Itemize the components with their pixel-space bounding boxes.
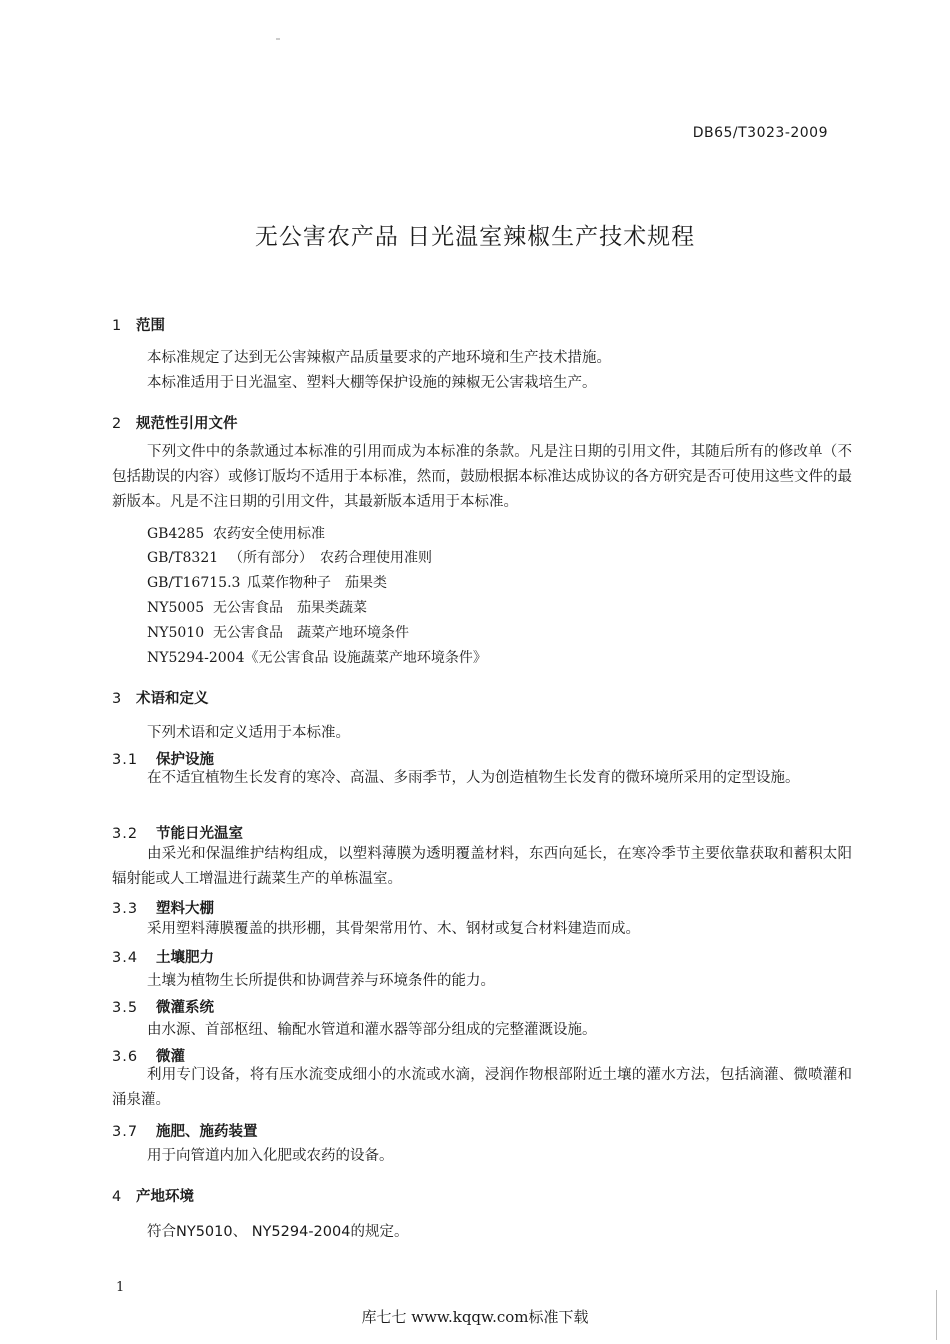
section-number: 2 [112,416,122,432]
standard-number: DB65/T3023-2009 [692,125,828,141]
document-title: 无公害农产品 日光温室辣椒生产技术规程 [254,224,696,250]
term-name: 保护设施 [156,752,214,768]
term-name: 微灌系统 [156,1000,214,1016]
reference-item [147,547,432,567]
term-name: 微灌 [156,1049,185,1065]
term-number: 3.2 [112,826,139,842]
term-number: 3.4 [112,950,139,966]
reference-item [147,597,367,617]
section-1-heading [112,314,165,335]
section-title: 范围 [136,318,165,334]
reference-code: GB4285 [147,526,205,542]
term-definition: 土壤为植物生长所提供和协调营养与环境条件的能力。 [147,973,495,989]
section-3-heading [112,687,209,708]
section-number: 4 [112,1189,122,1205]
term-number: 3.3 [112,901,139,917]
section-number: 3 [112,691,122,707]
term-number: 3.1 [112,752,139,768]
section-1-paragraph-2: 本标准适用于日光温室、塑料大棚等保护设施的辣椒无公害栽培生产。 [147,375,597,391]
term-definition: 由水源、首部枢纽、输配水管道和灌水器等部分组成的完整灌溉设施。 [147,1022,597,1038]
section-4-heading [112,1185,194,1206]
term-heading [112,946,214,967]
reference-name: 《无公害食品 设施蔬菜产地环境条件》 [244,650,487,666]
term-heading [112,1120,258,1141]
section-number: 1 [112,318,122,334]
section-2-paragraph: 下列文件中的条款通过本标准的引用而成为本标准的条款。凡是注日期的引用文件，其随后所有的修改单（不包括勘误的内容）或修订版均不适用于本标准，然而，鼓励根据本标准达成协议的各方研究是否可使用这些文件的最新版本。凡是不注日期的引用文件，其最新版本适用于本标准。 [112,444,852,510]
term-name: 施肥、施药装置 [156,1124,258,1140]
reference-name: 农药安全使用标准 [213,526,325,542]
term-definition: 在不适宜植物生长发育的寒冷、高温、多雨季节，人为创造植物生长发育的微环境所采用的定型设施。 [147,770,800,786]
reference-name: 瓜菜作物种子 茄果类 [247,575,387,591]
reference-item [147,622,409,642]
section-1-paragraph-1: 本标准规定了达到无公害辣椒产品质量要求的产地环境和生产技术措施。 [147,350,611,366]
term-number: 3.5 [112,1000,139,1016]
term-name: 塑料大棚 [156,901,214,917]
section-4-paragraph: 符合NY5010、 NY5294-2004的规定。 [147,1224,409,1240]
page-number: 1 [116,1280,125,1295]
reference-name: 无公害食品 蔬菜产地环境条件 [213,625,409,641]
term-definition: 采用塑料薄膜覆盖的拱形棚，其骨架常用竹、木、钢材或复合材料建造而成。 [147,921,640,937]
term-name: 土壤肥力 [156,950,214,966]
term-definition: 用于向管道内加入化肥或农药的设备。 [147,1148,394,1164]
reference-code: GB/T16715.3 [147,575,241,591]
term-heading [112,996,214,1017]
reference-name: （所有部分） 农药合理使用准则 [229,550,432,566]
section-2-heading [112,412,238,433]
reference-name: 无公害食品 茄果类蔬菜 [213,600,367,616]
section-title: 术语和定义 [136,691,209,707]
section-title: 规范性引用文件 [136,416,238,432]
reference-code: NY5005 [147,600,205,616]
term-heading [112,897,214,918]
term-definition: 由采光和保温维护结构组成，以塑料薄膜为透明覆盖材料，东西向延长，在寒冷季节主要依靠获取和蓄积太阳辐射能或人工增温进行蔬菜生产的单栋温室。 [112,846,852,887]
reference-code: NY5010 [147,625,205,641]
reference-item [147,647,487,667]
section-title: 产地环境 [136,1189,194,1205]
scan-edge-line [936,1290,937,1340]
term-number: 3.7 [112,1124,139,1140]
reference-item [147,523,325,543]
term-name: 节能日光温室 [156,826,243,842]
reference-item [147,572,387,592]
reference-code: GB/T8321 [147,550,219,566]
term-definition: 利用专门设备，将有压水流变成细小的水流或水滴，浸润作物根部附近土壤的灌水方法，包括滴灌、微喷灌和涌泉灌。 [112,1067,852,1108]
section-3-intro: 下列术语和定义适用于本标准。 [147,725,350,741]
term-heading [112,822,243,843]
term-number: 3.6 [112,1049,139,1065]
scan-speck [276,38,280,40]
footer-watermark: 库七七 www.kqqw.com标准下载 [361,1308,589,1326]
reference-code: NY5294-2004 [147,650,245,666]
